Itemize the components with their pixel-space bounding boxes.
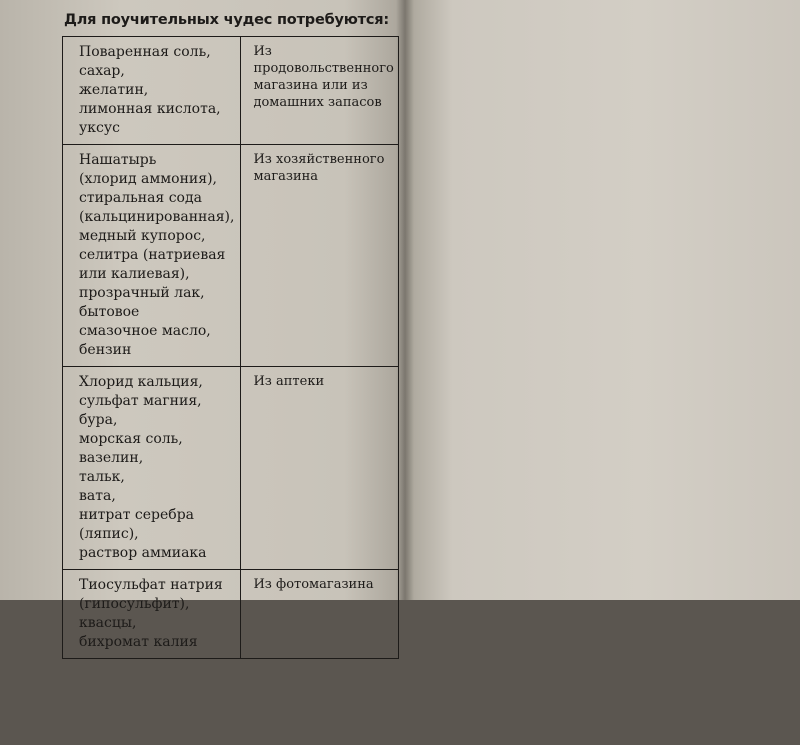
supplies-list-cell [63,145,241,367]
supply-item: квасцы, [79,615,137,631]
supply-item: (гипосульфит), [79,596,190,612]
supply-item: (хлорид аммония), [79,171,218,187]
supply-item: раствор аммиака [79,545,207,561]
supply-item: сульфат магния, [79,393,202,409]
supply-item: бензин [79,342,132,358]
supply-item: морская соль, [79,431,183,447]
supply-item: вата, [79,488,116,504]
supply-item: нитрат серебра (ляпис), [79,507,195,542]
supply-item: тальк, [79,469,125,485]
table-row [63,367,399,570]
supplies-table [62,36,399,659]
supplies-list-cell [63,367,241,570]
supplies-list-cell [63,37,241,145]
supply-source-cell: Из продовольственного магазина или из домашних запасов [241,37,398,145]
supply-item: или калиевая), [79,266,190,282]
table-row [63,570,399,659]
supply-item: стиральная сода [79,190,202,206]
table-row [63,145,399,367]
right-page [405,0,800,600]
supply-item: уксус [79,120,120,136]
supply-source-cell: Из фотомагазина [241,570,398,659]
supply-item: бура, [79,412,118,428]
supply-item: смазочное масло, [79,323,211,339]
book-spine [396,0,414,600]
supply-source-cell: Из хозяйственного магазина [241,145,398,367]
supply-item: бытовое [79,304,140,320]
supply-item: Тиосульфат натрия [79,577,223,593]
supply-item: Хлорид кальция, [79,374,203,390]
supply-item: медный купорос, [79,228,206,244]
supply-item: лимонная кислота, [79,101,221,117]
left-page [0,0,405,650]
supply-item: бихромат калия [79,634,198,650]
page-heading: Для поучительных чудес потребуются: [64,12,389,28]
supply-item: (кальцинированная), [79,209,235,225]
supplies-list-cell [63,570,241,659]
supply-item: сахар, [79,63,125,79]
supply-item: Нашатырь [79,152,157,168]
supply-item: вазелин, [79,450,144,466]
supply-item: Поваренная соль, [79,44,211,60]
supply-item: селитра (натриевая [79,247,226,263]
supply-item: прозрачный лак, [79,285,205,301]
supply-source-cell: Из аптеки [241,367,398,570]
supply-item: желатин, [79,82,149,98]
table-row [63,37,399,145]
